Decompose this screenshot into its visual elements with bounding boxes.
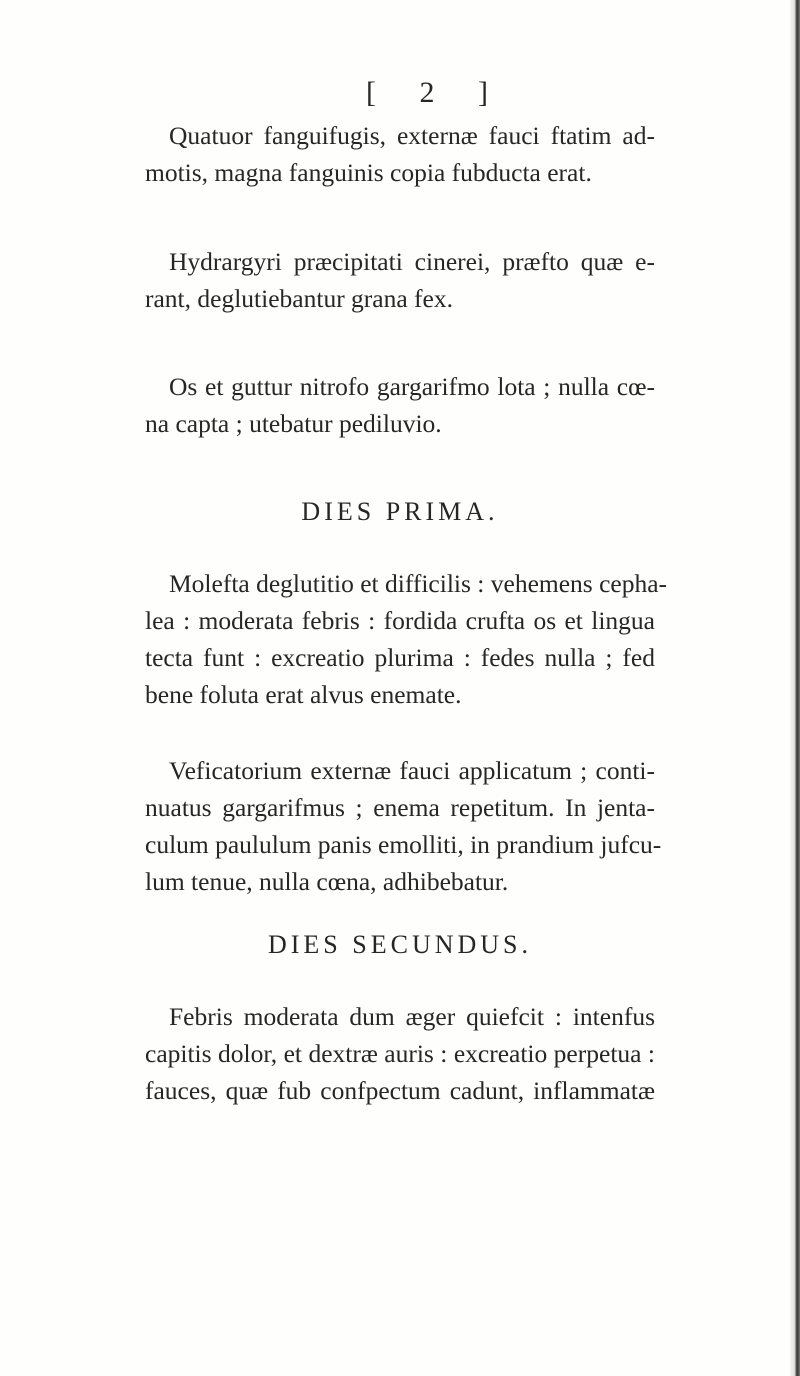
text-line: Os et guttur nitrofo gargarifmo lota ; nulla cœ- [169,372,655,401]
text-line: motis, magna fanguinis copia fubducta erat. [145,158,592,187]
paragraph-hydrargyri [145,243,655,317]
paragraph-quatuor-fanguifugis [145,117,655,191]
paragraph-molefta-deglutitio [145,565,668,713]
paragraph-febris-moderata [145,998,655,1109]
text-line: culum paululum panis emolliti, in prandium jufcu- [145,830,662,859]
text-line: Hydrargyri præcipitati cinerei, præfto quæ e- [169,247,655,276]
text-line: Febris moderata dum æger quiefcit : intenfus [169,1002,655,1031]
text-line: Quatuor fanguifugis, externæ fauci ftatim ad- [169,121,655,150]
text-line: na capta ; utebatur pediluvio. [145,409,442,438]
text-line: fauces, quæ fub confpectum cadunt, inflammatæ [145,1076,655,1105]
text-line: Veficatorium externæ fauci applicatum ; conti- [169,756,655,785]
text-line: capitis dolor, et dextræ auris : excreatio perpetua : [145,1039,655,1068]
heading-dies-prima: DIES PRIMA. [301,497,499,526]
text-line: lea : moderata febris : fordida crufta os et lingua [145,606,655,635]
text-line: nuatus gargarifmus ; enema repetitum. In jenta- [145,793,655,822]
text-line: rant, deglutiebantur grana fex. [145,284,453,313]
text-line: bene foluta erat alvus enemate. [145,680,462,709]
text-line: tecta funt : excreatio plurima : fedes nulla ; fed [145,643,655,672]
heading-dies-secundus: DIES SECUNDUS. [267,930,533,959]
page-number: [ 2 ] [366,76,506,109]
paragraph-veficatorium [145,752,662,900]
paragraph-os-et-guttur [145,368,655,442]
page-edge-shadow [790,0,800,1376]
text-line: Molefta deglutitio et difficilis : vehemens cepha- [169,569,668,598]
text-line: lum tenue, nulla cœna, adhibebatur. [145,867,509,896]
